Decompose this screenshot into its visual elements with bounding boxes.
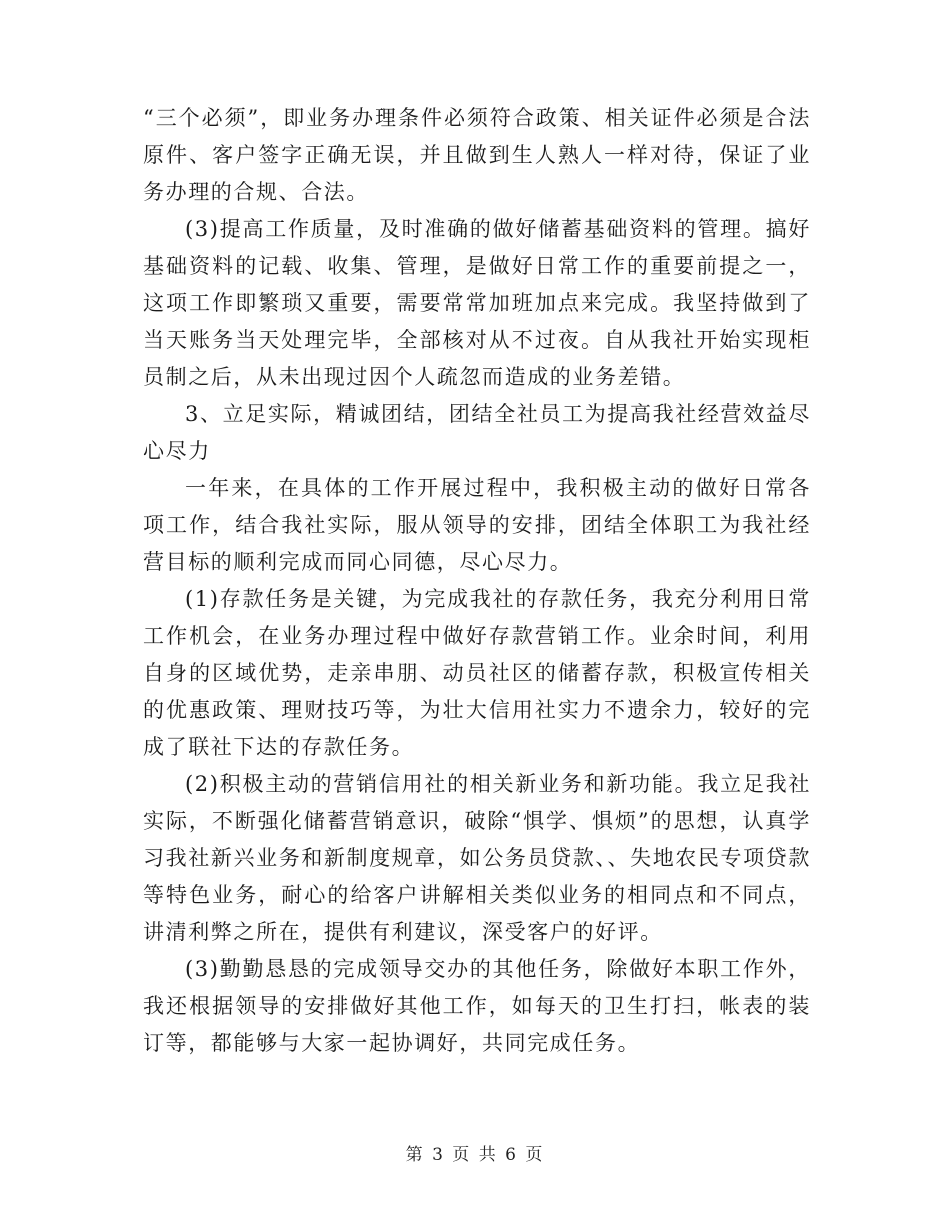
paragraph-year-summary: 一年来，在具体的工作开展过程中，我积极主动的做好日常各项工作，结合我社实际，服从领导的安排，团结全体职工为我社经营目标的顺利完成而同心同德，尽心尽力。 xyxy=(143,476,811,574)
paragraph-other-tasks: (3)勤勤恳恳的完成领导交办的其他任务，除做好本职工作外，我还根据领导的安排做好其他工作，如每天的卫生打扫，帐表的装订等，都能够与大家一起协调好，共同完成任务。 xyxy=(143,957,811,1055)
paragraph-work-quality: (3)提高工作质量，及时准确的做好储蓄基础资料的管理。搞好基础资料的记载、收集、管理，是做好日常工作的重要前提之一，这项工作即繁琐又重要，需要常常加班加点来完成。我坚持做到了当天账务当天处理完毕，全部核对从不过夜。自从我社开始实现柜员制之后，从未出现过因个人疏忽而造成的业务差错。 xyxy=(143,217,811,389)
document-body xyxy=(143,100,811,1062)
page-number-footer: 第 3 页 共 6 页 xyxy=(405,1145,545,1165)
section-heading-3: 3、立足实际，精诚团结，团结全社员工为提高我社经营效益尽心尽力 xyxy=(143,402,811,463)
paragraph-continuation: “三个必须”，即业务办理条件必须符合政策、相关证件必须是合法原件、客户签字正确无误，并且做到生人熟人一样对待，保证了业务办理的合规、合法。 xyxy=(143,106,811,204)
paragraph-new-business: (2)积极主动的营销信用社的相关新业务和新功能。我立足我社实际，不断强化储蓄营销意识，破除“惧学、惧烦”的思想，认真学习我社新兴业务和新制度规章，如公务员贷款、、失地农民专项贷款等特色业务，耐心的给客户讲解相关类似业务的相同点和不同点，讲清利弊之所在，提供有利建议，深受客户的好评。 xyxy=(143,772,811,944)
paragraph-deposit-task: (1)存款任务是关键，为完成我社的存款任务，我充分利用日常工作机会，在业务办理过程中做好存款营销工作。业余时间，利用自身的区域优势，走亲串朋、动员社区的储蓄存款，积极宣传相关的优惠政策、理财技巧等，为壮大信用社实力不遗余力，较好的完成了联社下达的存款任务。 xyxy=(143,587,811,759)
